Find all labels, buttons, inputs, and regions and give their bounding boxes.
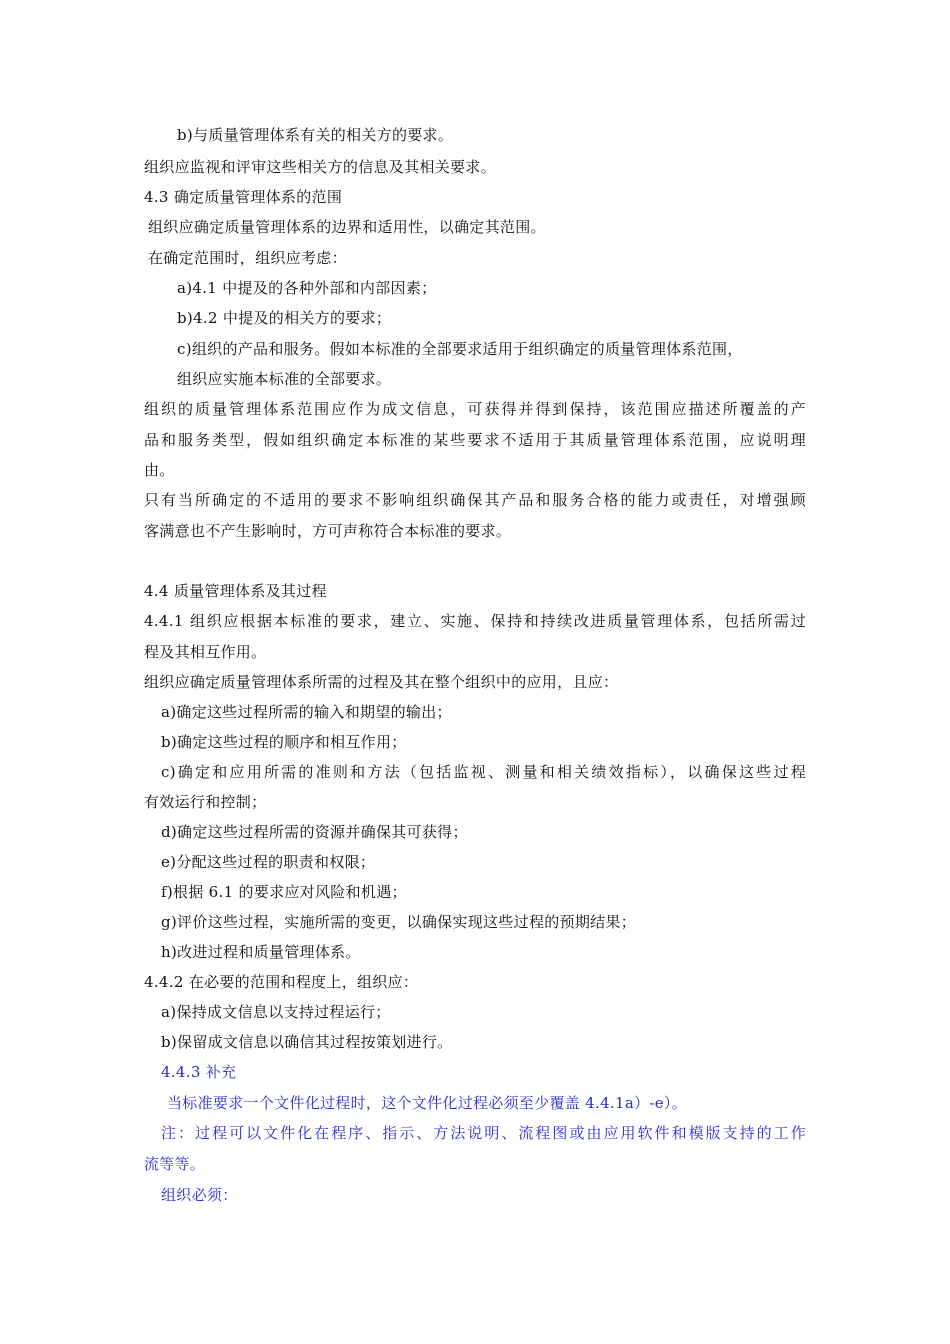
paragraph-conformity-line2: 客满意也不产生影响时，方可声称符合本标准的要求。 bbox=[144, 522, 512, 540]
process-item-g: g)评价这些过程，实施所需的变更，以确保实现这些过程的预期结果； bbox=[161, 913, 637, 931]
process-item-c: c)确定和应用所需的准则和方法（包括监视、测量和相关绩效指标），以确保这些过程 bbox=[161, 763, 806, 781]
paragraph-scope-documented-line2: 品和服务类型，假如组织确定本标准的某些要求不适用于其质量管理体系范围，应说明理 bbox=[144, 431, 806, 449]
list-item-b: b)4.2 中提及的相关方的要求； bbox=[177, 309, 392, 327]
paragraph-scope-documented-line3: 由。 bbox=[144, 461, 175, 479]
heading-4-3: 4.3 确定质量管理体系的范围 bbox=[144, 188, 343, 206]
heading-4-4: 4.4 质量管理体系及其过程 bbox=[144, 582, 327, 600]
paragraph-organization-must: 组织必须： bbox=[161, 1186, 238, 1204]
doc-info-item-a: a)保持成文信息以支持过程运行； bbox=[161, 1003, 391, 1021]
paragraph-scope-boundaries: 组织应确定质量管理体系的边界和适用性，以确定其范围。 bbox=[148, 218, 546, 236]
process-item-f: f)根据 6.1 的要求应对风险和机遇； bbox=[161, 883, 407, 901]
note-line2: 流等等。 bbox=[144, 1155, 206, 1173]
process-item-e: e)分配这些过程的职责和权限； bbox=[161, 853, 376, 871]
process-item-a: a)确定这些过程所需的输入和期望的输出； bbox=[161, 703, 452, 721]
list-item-c: c)组织的产品和服务。假如本标准的全部要求适用于组织确定的质量管理体系范围， bbox=[177, 340, 743, 358]
list-item-a: a)4.1 中提及的各种外部和内部因素； bbox=[177, 279, 437, 297]
paragraph-4-4-1-line1: 4.4.1 组织应根据本标准的要求，建立、实施、保持和持续改进质量管理体系，包括所需过 bbox=[144, 612, 806, 630]
doc-info-item-b: b)保留成文信息以确信其过程按策划进行。 bbox=[161, 1033, 453, 1051]
paragraph-conformity-line1: 只有当所确定的不适用的要求不影响组织确保其产品和服务合格的能力或责任，对增强顾 bbox=[144, 491, 806, 509]
heading-4-4-2: 4.4.2 在必要的范围和程度上，组织应： bbox=[144, 973, 419, 991]
process-item-h: h)改进过程和质量管理体系。 bbox=[161, 943, 361, 961]
paragraph-scope-consider: 在确定范围时，组织应考虑： bbox=[148, 249, 347, 267]
paragraph-monitor-interested-parties: 组织应监视和评审这些相关方的信息及其相关要求。 bbox=[144, 158, 496, 176]
list-item-c-continued: 组织应实施本标准的全部要求。 bbox=[177, 370, 392, 388]
note-line1: 注：过程可以文件化在程序、指示、方法说明、流程图或由应用软件和模版支持的工作 bbox=[161, 1124, 806, 1142]
process-item-d: d)确定这些过程所需的资源并确保其可获得； bbox=[161, 823, 468, 841]
scope-item-b-previous: b)与质量管理体系有关的相关方的要求。 bbox=[177, 126, 454, 144]
process-item-b: b)确定这些过程的顺序和相互作用； bbox=[161, 733, 407, 751]
process-item-c-continued: 有效运行和控制； bbox=[144, 793, 267, 811]
paragraph-4-4-1-line2: 程及其相互作用。 bbox=[144, 643, 267, 661]
paragraph-processes-intro: 组织应确定质量管理体系所需的过程及其在整个组织中的应用，且应： bbox=[144, 673, 619, 691]
heading-4-4-3-supplement: 4.4.3 补充 bbox=[161, 1063, 237, 1081]
paragraph-documented-process: 当标准要求一个文件化过程时，这个文件化过程必须至少覆盖 4.4.1a）-e）。 bbox=[167, 1094, 688, 1112]
paragraph-scope-documented-line1: 组织的质量管理体系范围应作为成文信息，可获得并得到保持，该范围应描述所覆盖的产 bbox=[144, 400, 806, 418]
